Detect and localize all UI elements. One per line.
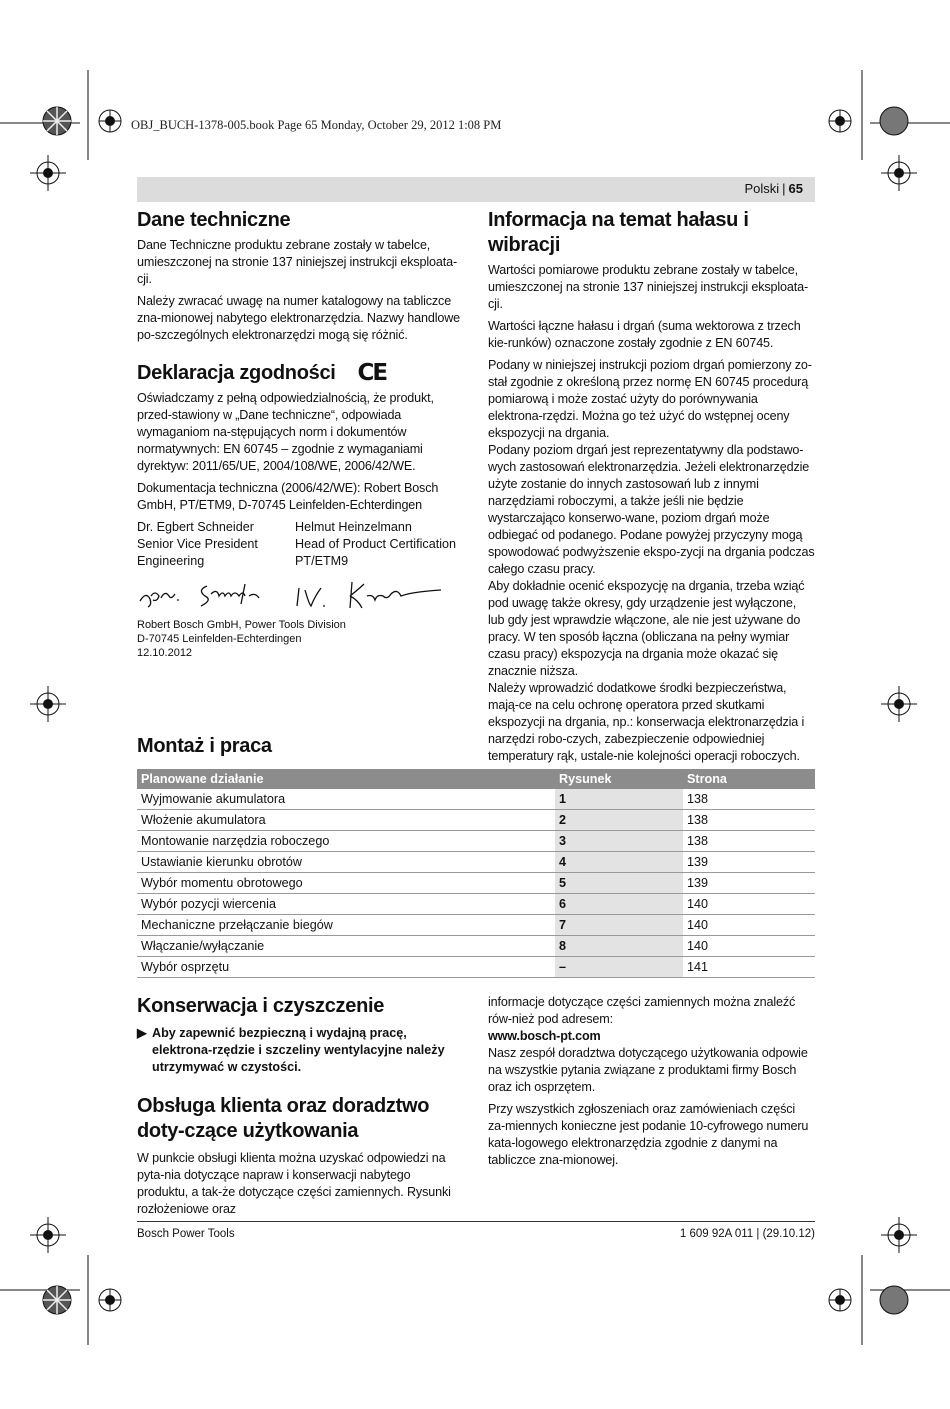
table-row: Wyjmowanie akumulatora 1 138 bbox=[137, 789, 815, 810]
montaz-table bbox=[137, 769, 815, 978]
footer-rule bbox=[137, 1221, 815, 1222]
section-title-halas: Informacja na temat hałasu i wibracji bbox=[488, 209, 749, 256]
obsluga-paragraph-4: Przy wszystkich zgłoszeniach oraz zamówieniach części za-miennych konieczne jest podanie 10-cyfrowego numeru kata-logowego elektronarzędzia zgodnie z danymi na tabliczce zna-mionowej. bbox=[488, 1102, 809, 1167]
bottom-left-column bbox=[137, 994, 464, 1223]
maintenance-bullet: ▶ Aby zapewnić bezpieczną i wydajną pracę, elektrona-rzędzie i szczeliny wentylacyjne należy utrzymywać w czystości. bbox=[137, 1026, 445, 1074]
deklaracja-paragraph-2: Dokumentacja techniczna (2006/42/WE): Robert Bosch GmbH, PT/ETM9, D-70745 Leinfelden-Echterdingen bbox=[137, 481, 439, 512]
triangle-bullet-icon: ▶ bbox=[137, 1026, 147, 1040]
table-row: Wybór osprzętu – 141 bbox=[137, 957, 815, 978]
table-row: Wybór momentu obrotowego 5 139 bbox=[137, 873, 815, 894]
print-slug: OBJ_BUCH-1378-005.book Page 65 Monday, October 29, 2012 1:08 PM bbox=[131, 118, 502, 132]
deklaracja-paragraph-1: Oświadczamy z pełną odpowiedzialnością, że produkt, przed-stawiony w „Dane techniczne“, odpowiada wymaganiom na-stępujących norm i dokumentów normatywnych: EN 60745 – zgodnie z wymaganiami dyrektyw: 2011/65/UE, 2004/108/WE, 2006/42/WE. bbox=[137, 391, 434, 473]
column-header: Planowane działanie bbox=[137, 769, 555, 789]
column-header: Strona bbox=[683, 769, 815, 789]
halas-paragraph-3: Podany w niniejszej instrukcji poziom drgań pomierzony zo-stał zgodnie z określoną przez normę EN 60745 procedurą pomiarową i może zostać użyty do porównywania elektrona-rzędzi. Można go też użyć do wstępnej oceny ekspozycji na drgania. bbox=[488, 358, 812, 440]
signatories bbox=[137, 519, 464, 570]
obsluga-paragraph-3: Nasz zespół doradztwa dotyczącego użytkowania odpowie na wszystkie pytania związane z produktami firmy Bosch oraz ich osprzętem. bbox=[488, 1046, 808, 1094]
halas-paragraph-6: Należy wprowadzić dodatkowe środki bezpieczeństwa, mają-ce na celu ochronę operatora przed skutkami ekspozycji na drgania, np.: konserwacja elektronarzędzia i narzędzi robo-czych, zabezpieczenie odpowiedniej temperatury rąk, ustale-nie kolejności operacji roboczych. bbox=[488, 681, 805, 763]
company-block: Robert Bosch GmbH, Power Tools Division D-70745 Leinfelden-Echterdingen 12.10.2012 bbox=[137, 619, 346, 659]
section-title-dane: Dane techniczne bbox=[137, 209, 291, 231]
right-column bbox=[488, 208, 815, 770]
ce-mark-icon: CE bbox=[357, 360, 387, 386]
halas-paragraph-5: Aby dokładnie ocenić ekspozycję na drgania, trzeba wziąć pod uwagę także okresy, gdy urządzenie jest wyłączone, lub gdy jest wprawdzie włączone, ale nie jest używane do pracy. W ten sposób łączna (obliczana na pełny wymiar czasu pracy) ekspozycja na drgania może okazać się znacznie niższa. bbox=[488, 579, 805, 678]
page-header-bar bbox=[137, 177, 815, 202]
footer-right: 1 609 92A 011 | (29.10.12) bbox=[679, 1228, 815, 1240]
obsluga-paragraph-2: informacje dotyczące części zamiennych można znaleźć rów-nież pod adresem: bbox=[488, 995, 796, 1026]
bottom-right-column bbox=[488, 994, 815, 1174]
halas-paragraph-2: Wartości łączne hałasu i drgań (suma wektorowa z trzech kie-runków) oznaczone zostały zgodnie z EN 60745. bbox=[488, 319, 801, 350]
section-title-montaz: Montaż i praca bbox=[137, 735, 272, 757]
table-row: Montowanie narzędzia roboczego 3 138 bbox=[137, 831, 815, 852]
halas-paragraph-4: Podany poziom drgań jest reprezentatywny dla podstawo-wych zastosowań elektronarzędzia. Jeżeli elektronarzędzie użyte zostanie do innych zastosowań lub z innymi narzędziami roboczymi, a także jeśli nie będzie wystarczająco konserwo-wane, poziom drgań może odbiegać od podanego. Podane powyżej przyczyny mogą spowodować podwyższenie ekspo-zycji na drgania podczas całego czasu pracy. bbox=[488, 443, 815, 576]
section-title-obsluga: Obsługa klienta oraz doradztwo doty-czące użytkowania bbox=[137, 1095, 430, 1142]
table-row: Włożenie akumulatora 2 138 bbox=[137, 810, 815, 831]
service-url-link[interactable]: www.bosch-pt.com bbox=[488, 1029, 601, 1043]
signatory-left: Dr. Egbert Schneider Senior Vice President Engineering bbox=[137, 520, 258, 568]
signatory-right: Helmut Heinzelmann Head of Product Certification PT/ETM9 bbox=[295, 520, 457, 568]
column-header: Rysunek bbox=[555, 769, 683, 789]
footer-left: Bosch Power Tools bbox=[137, 1228, 235, 1240]
page-number: 65 bbox=[788, 181, 803, 196]
left-column bbox=[137, 208, 464, 660]
table-row: Wybór pozycji wiercenia 6 140 bbox=[137, 894, 815, 915]
header-language: Polski bbox=[744, 181, 780, 196]
table-row: Włączanie/wyłączanie 8 140 bbox=[137, 936, 815, 957]
halas-paragraph-1: Wartości pomiarowe produktu zebrane zostały w tabelce, umieszczonej na stronie 137 niniejszej instrukcji eksploata-cji. bbox=[488, 263, 808, 311]
obsluga-paragraph-1: W punkcie obsługi klienta można uzyskać odpowiedzi na pyta-nia dotyczące napraw i konserwacji nabytego produktu, a tak-że dotyczące części zamiennych. Rysunki rozłożeniowe oraz bbox=[137, 1151, 451, 1216]
table-header-row bbox=[137, 769, 815, 789]
table-row: Mechaniczne przełączanie biegów 7 140 bbox=[137, 915, 815, 936]
section-title-konserwacja: Konserwacja i czyszczenie bbox=[137, 995, 385, 1017]
montaz-section bbox=[137, 734, 815, 978]
handwritten-signatures bbox=[137, 576, 464, 616]
table-row: Ustawianie kierunku obrotów 4 139 bbox=[137, 852, 815, 873]
page-header: Polski | 65 bbox=[744, 181, 803, 196]
section-title-deklaracja: Deklaracja zgodności bbox=[137, 361, 336, 384]
dane-paragraph-2: Należy zwracać uwagę na numer katalogowy na tabliczce zna-mionowej nabytego elektronarzędzia. Nazwy handlowe po-szczególnych elektronarzędzi mogą się różnić. bbox=[137, 294, 461, 342]
dane-paragraph-1: Dane Techniczne produktu zebrane zostały w tabelce, umieszczonej na stronie 137 niniejszej instrukcji eksploata-cji. bbox=[137, 238, 457, 286]
